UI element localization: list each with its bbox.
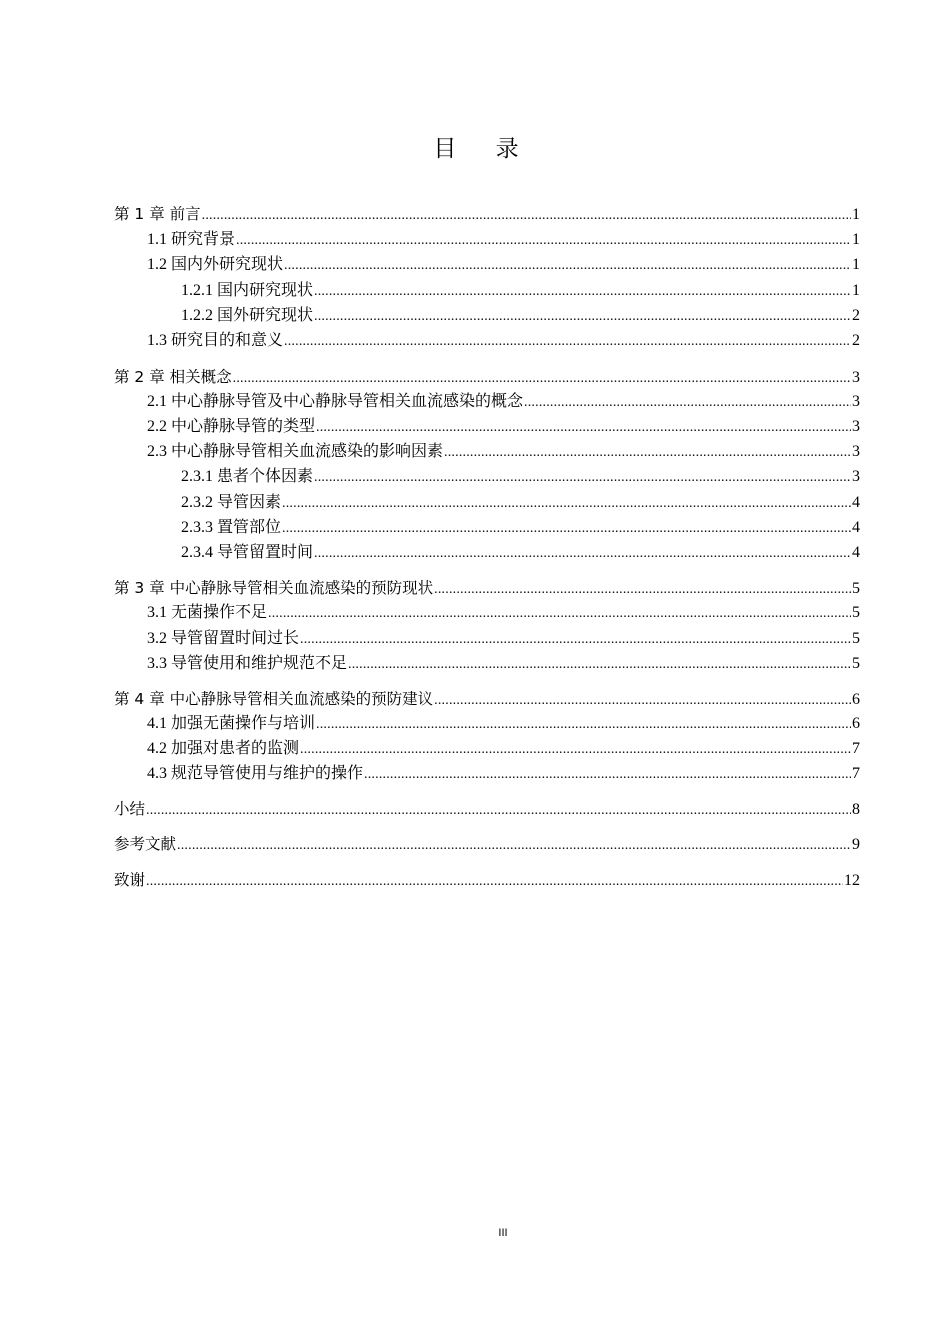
toc-entry-page: 7 <box>852 765 860 782</box>
toc-entry[interactable] <box>147 228 860 252</box>
toc-entry-page: 1 <box>852 282 860 299</box>
toc-entry[interactable] <box>147 329 860 353</box>
toc-entry-label: 4.3 规范导管使用与维护的操作 <box>147 765 364 782</box>
toc-entry[interactable] <box>147 652 860 676</box>
toc-entry-page: 2 <box>852 332 860 349</box>
toc-entry-page: 2 <box>852 307 860 324</box>
toc-entry-label: 2.1 中心静脉导管及中心静脉导管相关血流感染的概念 <box>147 393 524 410</box>
toc-entry[interactable] <box>147 712 860 736</box>
toc-entry-label: 小结 <box>114 800 146 818</box>
toc-entry[interactable] <box>147 253 860 277</box>
toc-entry[interactable] <box>147 390 860 414</box>
toc-entry-page: 1 <box>852 206 860 223</box>
toc-leader-dots <box>314 466 851 490</box>
toc-entry[interactable] <box>114 797 860 821</box>
toc-entry-label: 1.1 研究背景 <box>147 231 236 248</box>
toc-entry-page: 1 <box>852 256 860 273</box>
toc-entry-page: 5 <box>852 630 860 647</box>
toc-entry-label: 2.3.2 导管因素 <box>181 494 282 511</box>
toc-entry-label: 第 1 章 前言 <box>114 205 201 223</box>
toc-entry[interactable] <box>181 491 860 515</box>
toc-entry-page: 3 <box>852 418 860 435</box>
toc-entry-page: 4 <box>852 544 860 561</box>
toc-entry[interactable] <box>147 601 860 625</box>
toc-entry-label: 1.2 国内外研究现状 <box>147 256 284 273</box>
toc-entry-label: 4.2 加强对患者的监测 <box>147 740 300 757</box>
toc-entry[interactable] <box>114 202 860 226</box>
toc-entry-page: 6 <box>852 691 860 708</box>
toc-leader-dots <box>314 305 851 329</box>
toc-entry-page: 3 <box>852 393 860 410</box>
toc-leader-dots <box>434 578 851 602</box>
toc-entry-label: 第 4 章 中心静脉导管相关血流感染的预防建议 <box>114 690 434 708</box>
toc-leader-dots <box>314 542 851 566</box>
toc-entry-label: 4.1 加强无菌操作与培训 <box>147 715 316 732</box>
toc-entry-label: 3.2 导管留置时间过长 <box>147 630 300 647</box>
toc-entry-label: 2.3.3 置管部位 <box>181 519 282 536</box>
toc-entry-label: 3.1 无菌操作不足 <box>147 604 268 621</box>
toc-entry-page: 3 <box>852 369 860 386</box>
toc-leader-dots <box>524 391 851 415</box>
toc-entry[interactable] <box>147 415 860 439</box>
toc-leader-dots <box>300 738 851 762</box>
toc-entry-page: 4 <box>852 494 860 511</box>
toc-entry-label: 参考文献 <box>114 835 177 853</box>
toc-entry-label: 1.3 研究目的和意义 <box>147 332 284 349</box>
toc-entry[interactable] <box>147 627 860 651</box>
toc-leader-dots <box>233 367 851 391</box>
toc-entry-page: 3 <box>852 468 860 485</box>
toc-entry-label: 第 2 章 相关概念 <box>114 368 232 386</box>
toc-entry[interactable] <box>147 440 860 464</box>
toc-entry-label: 1.2.2 国外研究现状 <box>181 307 314 324</box>
toc-entry-page: 9 <box>852 836 860 853</box>
toc-leader-dots <box>316 416 851 440</box>
toc-leader-dots <box>282 517 851 541</box>
toc-entry-page: 1 <box>852 231 860 248</box>
toc-entry[interactable] <box>181 541 860 565</box>
toc-entry[interactable] <box>181 304 860 328</box>
toc-entry[interactable] <box>181 465 860 489</box>
toc-entry-page: 5 <box>852 580 860 597</box>
toc-entry-label: 2.3.4 导管留置时间 <box>181 544 314 561</box>
toc-entry-page: 12 <box>844 872 860 889</box>
toc-leader-dots <box>314 280 851 304</box>
toc-entry[interactable] <box>114 687 860 711</box>
toc-leader-dots <box>146 870 843 894</box>
toc-leader-dots <box>284 330 851 354</box>
toc-entry[interactable] <box>147 762 860 786</box>
toc-leader-dots <box>268 602 851 626</box>
toc-entry-label: 2.2 中心静脉导管的类型 <box>147 418 316 435</box>
toc-leader-dots <box>364 763 851 787</box>
toc-leader-dots <box>444 441 851 465</box>
toc-entry-label: 第 3 章 中心静脉导管相关血流感染的预防现状 <box>114 579 434 597</box>
toc-entry-page: 5 <box>852 655 860 672</box>
toc-entry-page: 8 <box>852 801 860 818</box>
toc-leader-dots <box>300 628 851 652</box>
toc-leader-dots <box>282 492 851 516</box>
toc-entry-page: 7 <box>852 740 860 757</box>
toc-leader-dots <box>177 834 851 858</box>
toc-entry-label: 3.3 导管使用和维护规范不足 <box>147 655 348 672</box>
toc-leader-dots <box>284 254 851 278</box>
toc-leader-dots <box>146 799 851 823</box>
toc-leader-dots <box>348 653 851 677</box>
toc-leader-dots <box>316 713 851 737</box>
page-number-footer: III <box>498 1227 508 1239</box>
toc-entry[interactable] <box>147 737 860 761</box>
page-title: 目 录 <box>433 136 535 162</box>
toc-entry[interactable] <box>114 365 860 389</box>
toc-entry[interactable] <box>181 279 860 303</box>
toc-entry-label: 致谢 <box>114 871 146 889</box>
toc-leader-dots <box>202 204 851 228</box>
toc-entry-page: 4 <box>852 519 860 536</box>
toc-entry[interactable] <box>181 516 860 540</box>
toc-entry[interactable] <box>114 832 860 856</box>
toc-entry-label: 2.3.1 患者个体因素 <box>181 468 314 485</box>
toc-entry[interactable] <box>114 576 860 600</box>
toc-entry-page: 6 <box>852 715 860 732</box>
toc-leader-dots <box>434 689 851 713</box>
toc-entry-page: 3 <box>852 443 860 460</box>
toc-leader-dots <box>236 229 851 253</box>
toc-entry-label: 1.2.1 国内研究现状 <box>181 282 314 299</box>
toc-entry-label: 2.3 中心静脉导管相关血流感染的影响因素 <box>147 443 444 460</box>
toc-entry-page: 5 <box>852 604 860 621</box>
toc-entry[interactable] <box>114 868 860 892</box>
